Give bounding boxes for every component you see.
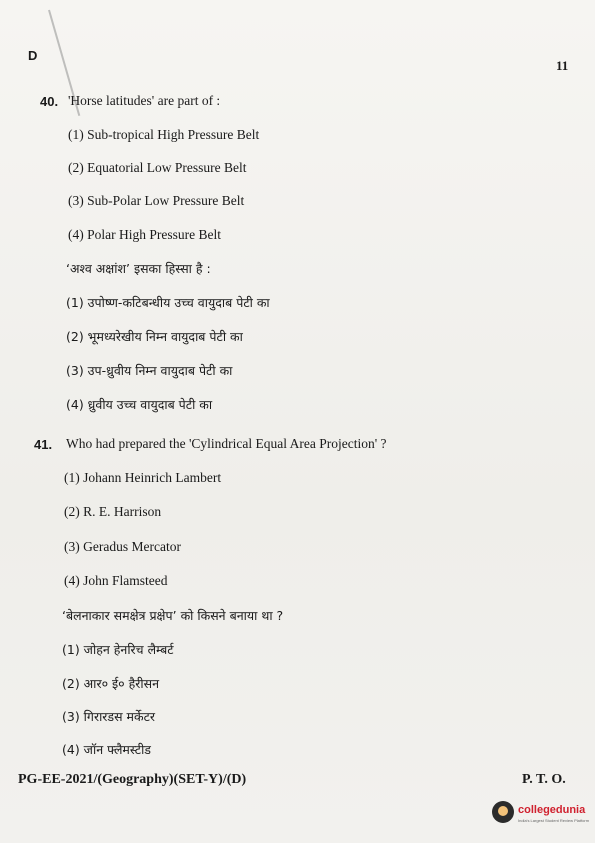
logo-tagline: India's Largest Student Review Platform: [518, 818, 590, 823]
q40-hindi-option-3: (3) उप-ध्रुवीय निम्न वायुदाब पेटी का: [66, 363, 233, 378]
q40-option-2: (2) Equatorial Low Pressure Belt: [68, 160, 247, 175]
exam-code: PG-EE-2021/(Geography)(SET-Y)/(D): [18, 772, 247, 787]
question-41-number: 41.: [34, 437, 53, 452]
question-41-text: Who had prepared the 'Cylindrical Equal Area Projection' ?: [66, 436, 387, 451]
q40-option-1: (1) Sub-tropical High Pressure Belt: [68, 127, 260, 142]
q40-hindi-option-1: (1) उपोष्ण-कटिबन्धीय उच्च वायुदाब पेटी का: [66, 295, 270, 310]
page-number: 11: [556, 58, 569, 73]
q41-hindi-option-2: (2) आर० ई० हैरीसन: [62, 676, 160, 691]
q41-hindi-text: ‘बेलनाकार समक्षेत्र प्रक्षेप’ को किसने बनाया था ?: [62, 608, 284, 623]
q40-hindi-text: ‘अश्व अक्षांश’ इसका हिस्सा है :: [66, 261, 211, 276]
q40-option-3: (3) Sub-Polar Low Pressure Belt: [68, 193, 245, 208]
q41-hindi-option-4: (4) जॉन फ्लैमस्टीड: [62, 742, 151, 757]
pto-label: P. T. O.: [522, 772, 566, 787]
q41-option-3: (3) Geradus Mercator: [64, 539, 181, 554]
set-code: D: [28, 48, 38, 63]
q41-option-4: (4) John Flamsteed: [64, 573, 168, 588]
question-40-number: 40.: [40, 94, 59, 109]
q40-hindi-option-2: (2) भूमध्यरेखीय निम्न वायुदाब पेटी का: [66, 329, 243, 344]
mascot-icon: [492, 801, 514, 823]
q41-option-1: (1) Johann Heinrich Lambert: [64, 470, 222, 485]
logo-brand: collegedunia: [518, 804, 586, 816]
q41-option-2: (2) R. E. Harrison: [64, 504, 162, 519]
q41-hindi-option-3: (3) गिरारडस मर्केटर: [62, 709, 156, 724]
question-40-text: 'Horse latitudes' are part of :: [68, 93, 221, 108]
q40-option-4: (4) Polar High Pressure Belt: [68, 227, 221, 242]
q41-hindi-option-1: (1) जोहन हेनरिच लैम्बर्ट: [62, 642, 174, 657]
q40-hindi-option-4: (4) ध्रुवीय उच्च वायुदाब पेटी का: [66, 397, 213, 412]
collegedunia-logo: [492, 800, 589, 823]
